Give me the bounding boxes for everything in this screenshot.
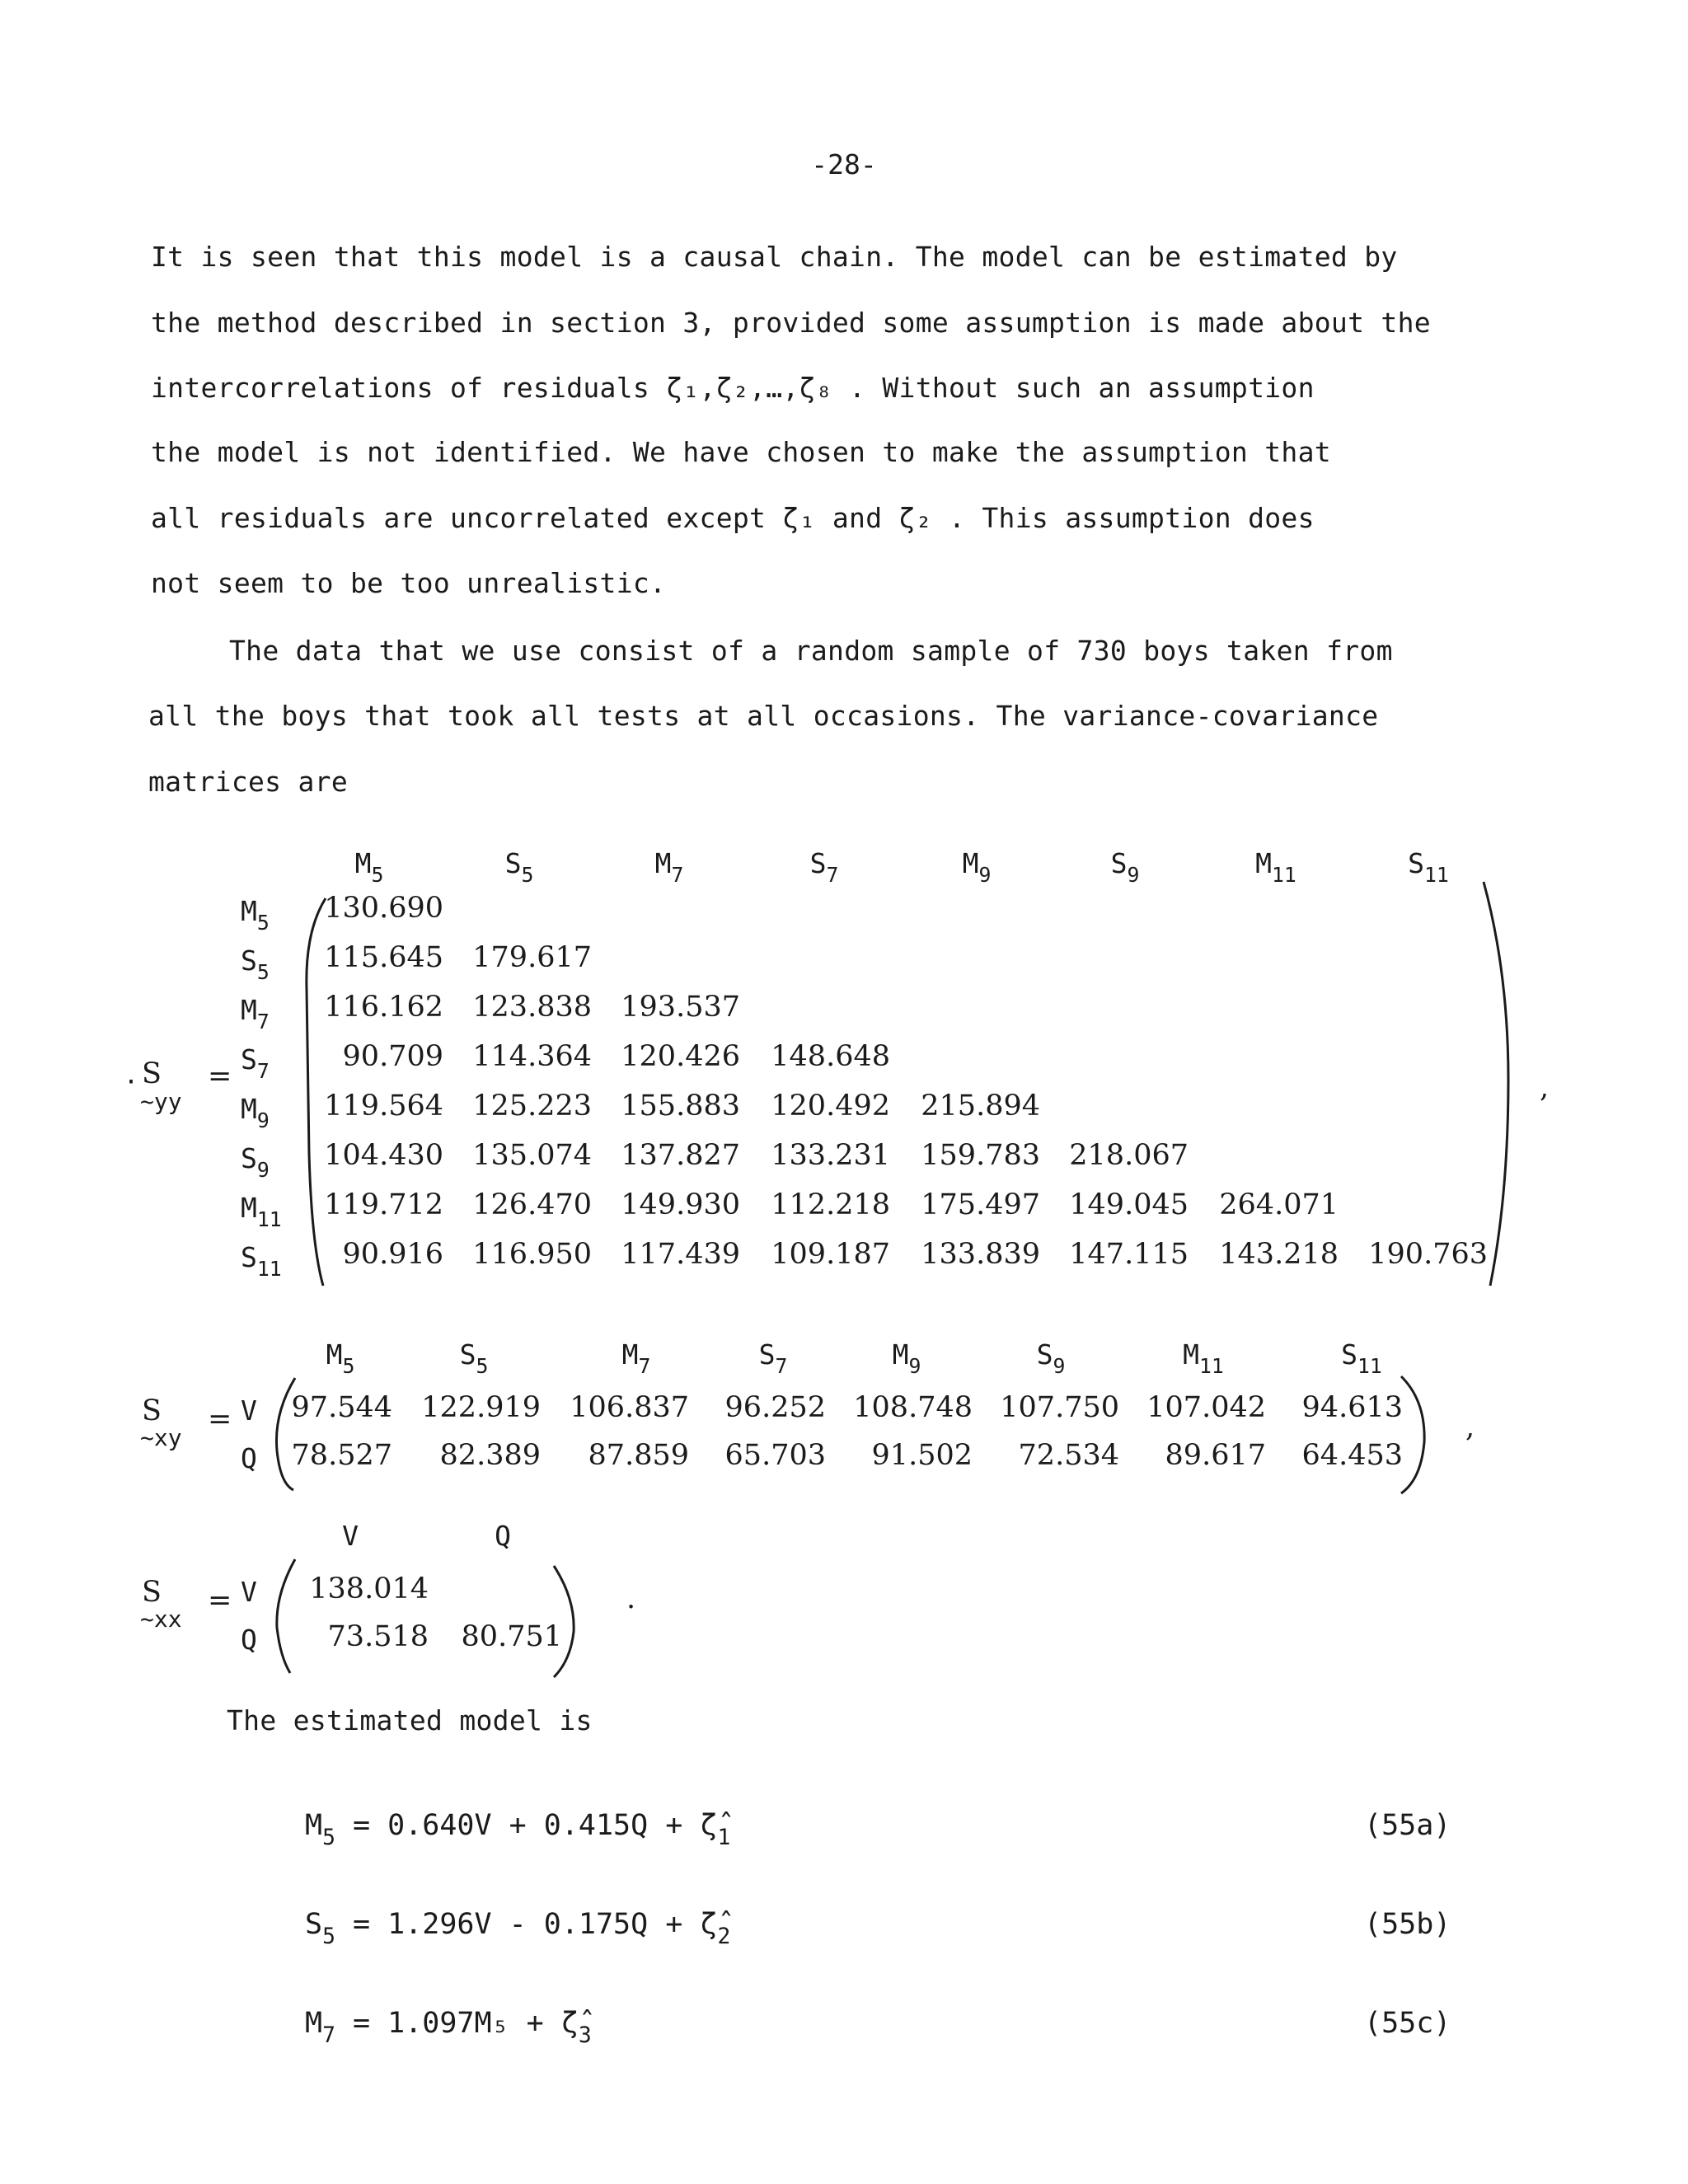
column-header: $M_5$ [354, 847, 384, 888]
text-line: matrices are [148, 766, 349, 798]
matrix-cell: 147.115 [1069, 1238, 1189, 1271]
equation-number: (55b) [1364, 1908, 1451, 1941]
column-header: $S_5$ [504, 847, 534, 888]
matrix-cell: 122.919 [421, 1391, 541, 1424]
row-header: V [241, 1576, 257, 1608]
equation-rhs: = 0.640V + 0.415Q + ζ̂ [352, 1809, 718, 1842]
equation [305, 1809, 730, 1850]
matrix-cell: 149.045 [1069, 1188, 1189, 1221]
text-line: The data that we use consist of a random sample of 730 boys taken from [229, 635, 1393, 667]
matrix-cell: 120.426 [621, 1040, 740, 1073]
text-line: intercorrelations of residuals ζ₁,ζ₂,…,ζ₈ . Without such an assumption [151, 372, 1315, 404]
column-header: $M_{11}$ [1255, 847, 1296, 888]
matrix-symbol: S [142, 1057, 162, 1090]
matrix-cell: 149.930 [621, 1188, 740, 1221]
equals-sign: = [208, 1584, 232, 1617]
matrix-cell: 91.502 [871, 1439, 973, 1472]
equation-rhs-subscript: 2 [717, 1924, 731, 1949]
text-line: the model is not identified. We have chosen to make the assumption that [151, 436, 1331, 468]
text-line: all the boys that took all tests at all occasions. The variance-covariance [148, 700, 1379, 732]
matrix-cell: 137.827 [621, 1139, 740, 1172]
matrix-cell: 72.534 [1018, 1439, 1119, 1472]
row-header: V [241, 1394, 257, 1427]
matrix-cell: 112.218 [771, 1188, 890, 1221]
matrix-cell: 143.218 [1219, 1238, 1339, 1271]
column-header: $S_9$ [1110, 847, 1140, 888]
matrix-symbol: S [142, 1576, 162, 1609]
matrix-cell: 126.470 [472, 1188, 592, 1221]
subscript: yy [153, 1088, 182, 1115]
matrix-cell: 97.544 [291, 1391, 392, 1424]
matrix-cell: 109.187 [771, 1238, 890, 1271]
matrix-cell: 104.430 [324, 1139, 443, 1172]
column-header: $M_{11}$ [1183, 1338, 1224, 1379]
row-header: $S_9$ [241, 1142, 270, 1183]
matrix-cell: 94.613 [1301, 1391, 1403, 1424]
matrix-cell: 159.783 [921, 1139, 1040, 1172]
matrix-cell: 78.527 [291, 1439, 392, 1472]
matrix-cell: 190.763 [1368, 1238, 1488, 1271]
matrix-cell: 123.838 [472, 991, 592, 1024]
matrix-cell: 65.703 [724, 1439, 826, 1472]
equation-rhs-subscript: 1 [717, 1825, 731, 1850]
matrix-cell: 115.645 [324, 941, 443, 974]
text-line: It is seen that this model is a causal chain. The model can be estimated by [151, 241, 1398, 273]
column-header: $S_{11}$ [1408, 847, 1449, 888]
matrix-trailing: , [1540, 1071, 1550, 1104]
matrix-trailing: , [1465, 1411, 1475, 1444]
matrix-cell: 80.751 [461, 1620, 562, 1653]
column-header: $M_9$ [892, 1338, 921, 1379]
row-header: Q [241, 1624, 257, 1656]
matrix-cell: 179.617 [472, 941, 592, 974]
row-header: $M_9$ [241, 1093, 270, 1133]
matrix-cell: 193.537 [621, 991, 740, 1024]
text-line: the method described in section 3, provided some assumption is made about the [151, 307, 1431, 339]
column-header: $S_9$ [1036, 1338, 1066, 1379]
equation-lhs-subscript: 7 [322, 2022, 335, 2048]
column-header: $M_5$ [326, 1338, 355, 1379]
row-header: $S_5$ [241, 944, 270, 985]
dot-mark: · [124, 1068, 139, 1097]
matrix-cell: 155.883 [621, 1090, 740, 1122]
matrix-cell: 114.364 [472, 1040, 592, 1073]
tilde: ~ [140, 1424, 154, 1451]
matrix-cell: 130.690 [324, 892, 443, 925]
column-header: $S_7$ [758, 1338, 788, 1379]
matrix-cell: 215.894 [921, 1090, 1040, 1122]
equation-number: (55c) [1364, 2007, 1451, 2040]
tilde: ~ [140, 1088, 154, 1115]
column-header: $S_{11}$ [1341, 1338, 1382, 1379]
matrix-cell: 96.252 [724, 1391, 826, 1424]
tilde: ~ [140, 1605, 154, 1633]
column-header: Q [495, 1520, 511, 1552]
matrix-cell: 133.839 [921, 1238, 1040, 1271]
matrix-cell: 175.497 [921, 1188, 1040, 1221]
matrix-cell: 135.074 [472, 1139, 592, 1172]
row-header: $S_7$ [241, 1043, 270, 1084]
matrix-cell: 107.042 [1146, 1391, 1266, 1424]
equation-rhs: = 1.296V - 0.175Q + ζ̂ [352, 1908, 718, 1941]
matrix-cell: 264.071 [1219, 1188, 1339, 1221]
matrix-cell: 90.916 [342, 1238, 443, 1271]
matrix-cell: 116.950 [472, 1238, 592, 1271]
page-number: -28- [811, 148, 877, 180]
matrix-cell: 119.564 [324, 1090, 443, 1122]
column-header: $S_7$ [809, 847, 839, 888]
equation-rhs: = 1.097M₅ + ζ̂ [352, 2007, 579, 2040]
matrix-cell: 90.709 [342, 1040, 443, 1073]
matrix-cell: 82.389 [439, 1439, 541, 1472]
equation-number: (55a) [1364, 1809, 1451, 1842]
equation-rhs-subscript: 3 [578, 2022, 592, 2048]
equals-sign: = [208, 1060, 232, 1093]
matrix-cell: 119.712 [324, 1188, 443, 1221]
equation-lhs: M [305, 1809, 323, 1842]
matrix-cell: 133.231 [771, 1139, 890, 1172]
matrix-cell: 89.617 [1165, 1439, 1266, 1472]
matrix-cell: 117.439 [621, 1238, 740, 1271]
equation [305, 2007, 592, 2048]
matrix-cell: 116.162 [324, 991, 443, 1024]
row-header: $M_{11}$ [241, 1192, 282, 1232]
column-header: $M_7$ [621, 1338, 651, 1379]
matrix-cell: 87.859 [588, 1439, 689, 1472]
row-header: $M_5$ [241, 895, 270, 935]
matrix-symbol: S [142, 1394, 162, 1427]
estimated-model-intro: The estimated model is [227, 1704, 593, 1736]
matrix-cell: 106.837 [570, 1391, 689, 1424]
row-header: $S_{11}$ [241, 1241, 282, 1282]
matrix-cell: 148.648 [771, 1040, 890, 1073]
matrix-cell: 107.750 [1000, 1391, 1119, 1424]
equation [305, 1908, 730, 1949]
matrix-cell: 64.453 [1301, 1439, 1403, 1472]
row-header: Q [241, 1442, 257, 1474]
equation-lhs: M [305, 2007, 323, 2040]
equals-sign: = [208, 1403, 232, 1436]
matrix-cell: 120.492 [771, 1090, 890, 1122]
column-header: $M_7$ [654, 847, 684, 888]
matrix-cell: 218.067 [1069, 1139, 1189, 1172]
text-line: not seem to be too unrealistic. [151, 567, 667, 599]
matrix-cell: 125.223 [472, 1090, 592, 1122]
column-header: $M_9$ [962, 847, 992, 888]
text-line: all residuals are uncorrelated except ζ₁ and ζ₂ . This assumption does [151, 502, 1315, 534]
column-header: V [342, 1520, 359, 1552]
equation-lhs-subscript: 5 [322, 1924, 335, 1949]
equation-lhs-subscript: 5 [322, 1825, 335, 1850]
matrix-cell: 108.748 [853, 1391, 973, 1424]
subscript: xy [153, 1424, 182, 1451]
equation-lhs: S [305, 1908, 323, 1941]
matrix-cell: 138.014 [309, 1572, 429, 1605]
matrix-cell: 73.518 [327, 1620, 429, 1653]
row-header: $M_7$ [241, 994, 270, 1034]
subscript: xx [153, 1605, 182, 1633]
matrix-trailing: . [626, 1582, 636, 1615]
column-header: $S_5$ [459, 1338, 489, 1379]
